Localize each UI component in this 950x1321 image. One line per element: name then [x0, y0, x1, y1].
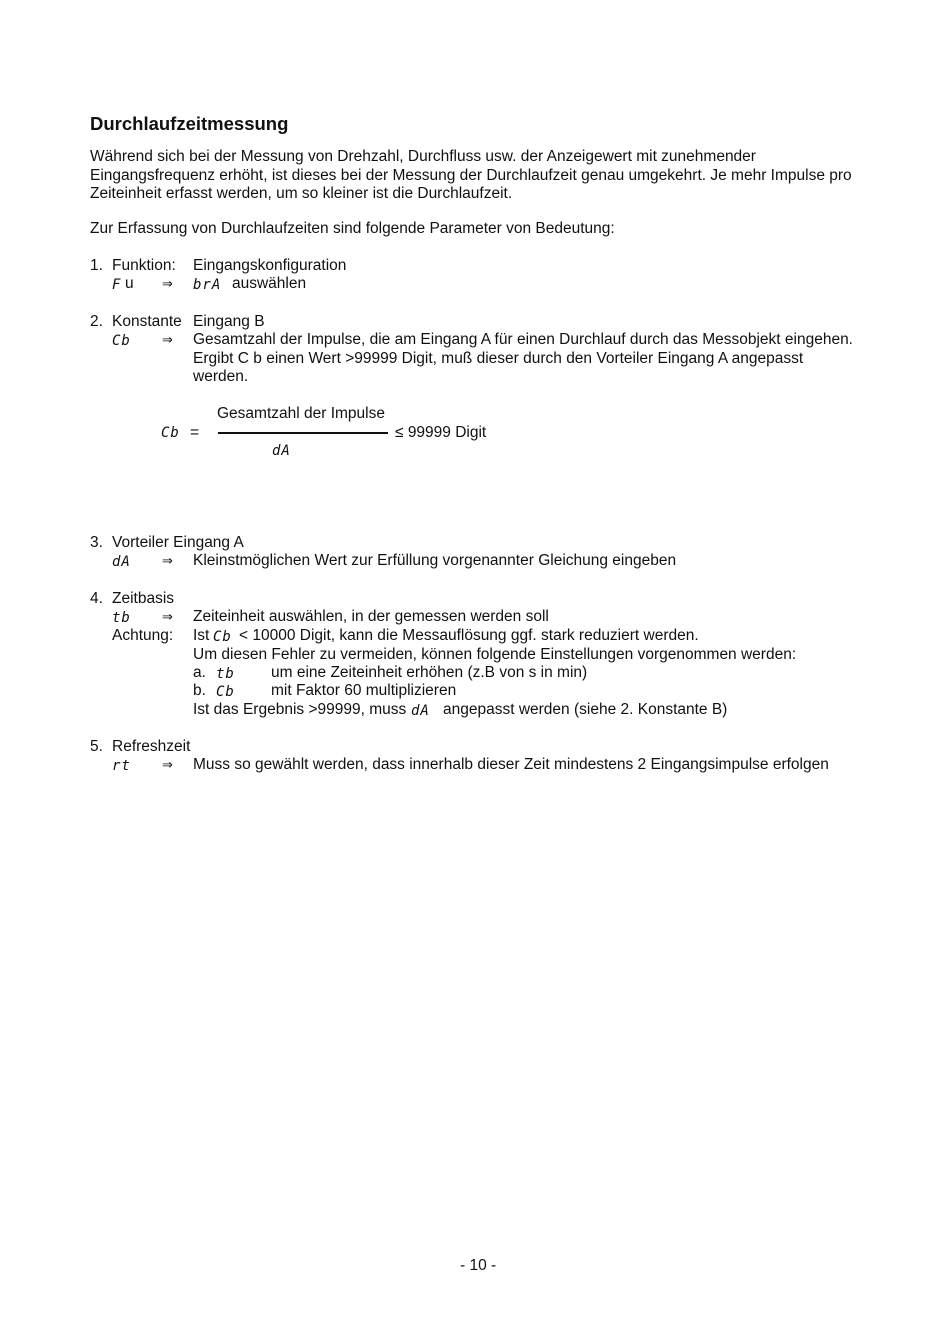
- warning-post: < 10000 Digit, kann die Messauflösung ggf. stark reduziert werden.: [239, 627, 699, 644]
- formula-denominator: dA: [272, 443, 291, 459]
- option-b-text: mit Faktor 60 multiplizieren: [271, 682, 457, 699]
- item-number: 3.: [90, 534, 103, 551]
- option-b-code: Cb: [216, 684, 235, 700]
- formula-lhs: Cb: [161, 425, 180, 441]
- item-label: Vorteiler Eingang A: [112, 534, 244, 551]
- arrow-icon: ⇒: [162, 610, 173, 625]
- warning-line-2: Um diesen Fehler zu vermeiden, können folgende Einstellungen vorgenommen werden:: [193, 646, 797, 663]
- display-code: dA: [112, 554, 131, 570]
- intro-paragraph: Während sich bei der Messung von Drehzahl, Durchfluss usw. der Anzeigewert mit zunehmender Eingangsfrequenz erhöht, ist dieses bei der Messung der Durchlaufzeit genau umgekehrt. Je mehr Impulse pro Zeiteinheit erfasst werden, um so kleiner ist die Durchlaufzeit.: [90, 148, 852, 202]
- section-title: Durchlaufzeitmessung: [90, 113, 289, 134]
- item-description: Gesamtzahl der Impulse, die am Eingang A für einen Durchlauf durch das Messobjekt eingehen. Ergibt C b einen Wert >99999 Digit, muß dieser durch den Vorteiler Eingang A angepasst werden.: [193, 331, 853, 385]
- formula-rhs: ≤ 99999 Digit: [395, 424, 487, 441]
- arrow-icon: ⇒: [162, 333, 173, 348]
- value-code: brA: [193, 277, 222, 293]
- formula-equals: =: [190, 424, 200, 441]
- result-pre: Ist das Ergebnis >99999, muss: [193, 701, 407, 718]
- result-code: dA: [411, 703, 430, 719]
- warning-label: Achtung:: [112, 627, 174, 644]
- arrow-icon: ⇒: [162, 277, 173, 292]
- display-code: rt: [112, 758, 131, 774]
- page-number: - 10 -: [460, 1257, 497, 1274]
- warning-code: Cb: [213, 629, 232, 645]
- display-code: tb: [112, 610, 131, 626]
- item-number: 1.: [90, 257, 103, 274]
- item-heading: Eingang B: [193, 313, 265, 330]
- value-text: auswählen: [232, 275, 307, 292]
- option-a-code: tb: [216, 666, 235, 682]
- option-a-text: um eine Zeiteinheit erhöhen (z.B von s in min): [271, 664, 588, 681]
- item-description: Kleinstmöglichen Wert zur Erfüllung vorgenannter Gleichung eingeben: [193, 552, 677, 569]
- display-code-suffix: u: [125, 275, 134, 292]
- intro-paragraph-2: Zur Erfassung von Durchlaufzeiten sind folgende Parameter von Bedeutung:: [90, 220, 615, 237]
- display-code: Cb: [112, 333, 131, 349]
- item-label: Refreshzeit: [112, 738, 191, 755]
- item-description: Zeiteinheit auswählen, in der gemessen werden soll: [193, 608, 549, 625]
- item-label: Zeitbasis: [112, 590, 175, 607]
- fraction-line: [218, 432, 388, 434]
- item-label: Konstante: [112, 313, 182, 330]
- item-heading: Eingangskonfiguration: [193, 257, 347, 274]
- display-code: F: [112, 277, 122, 293]
- item-description: Muss so gewählt werden, dass innerhalb dieser Zeit mindestens 2 Eingangsimpulse erfolgen: [193, 756, 829, 773]
- option-b-letter: b.: [193, 682, 206, 699]
- option-a-letter: a.: [193, 664, 206, 681]
- item-number: 5.: [90, 738, 103, 755]
- item-label: Funktion:: [112, 257, 176, 274]
- arrow-icon: ⇒: [162, 554, 173, 569]
- item-number: 2.: [90, 313, 103, 330]
- result-post: angepasst werden (siehe 2. Konstante B): [443, 701, 728, 718]
- formula-numerator: Gesamtzahl der Impulse: [217, 405, 385, 422]
- item-number: 4.: [90, 590, 103, 607]
- warning-pre: Ist: [193, 627, 210, 644]
- arrow-icon: ⇒: [162, 758, 173, 773]
